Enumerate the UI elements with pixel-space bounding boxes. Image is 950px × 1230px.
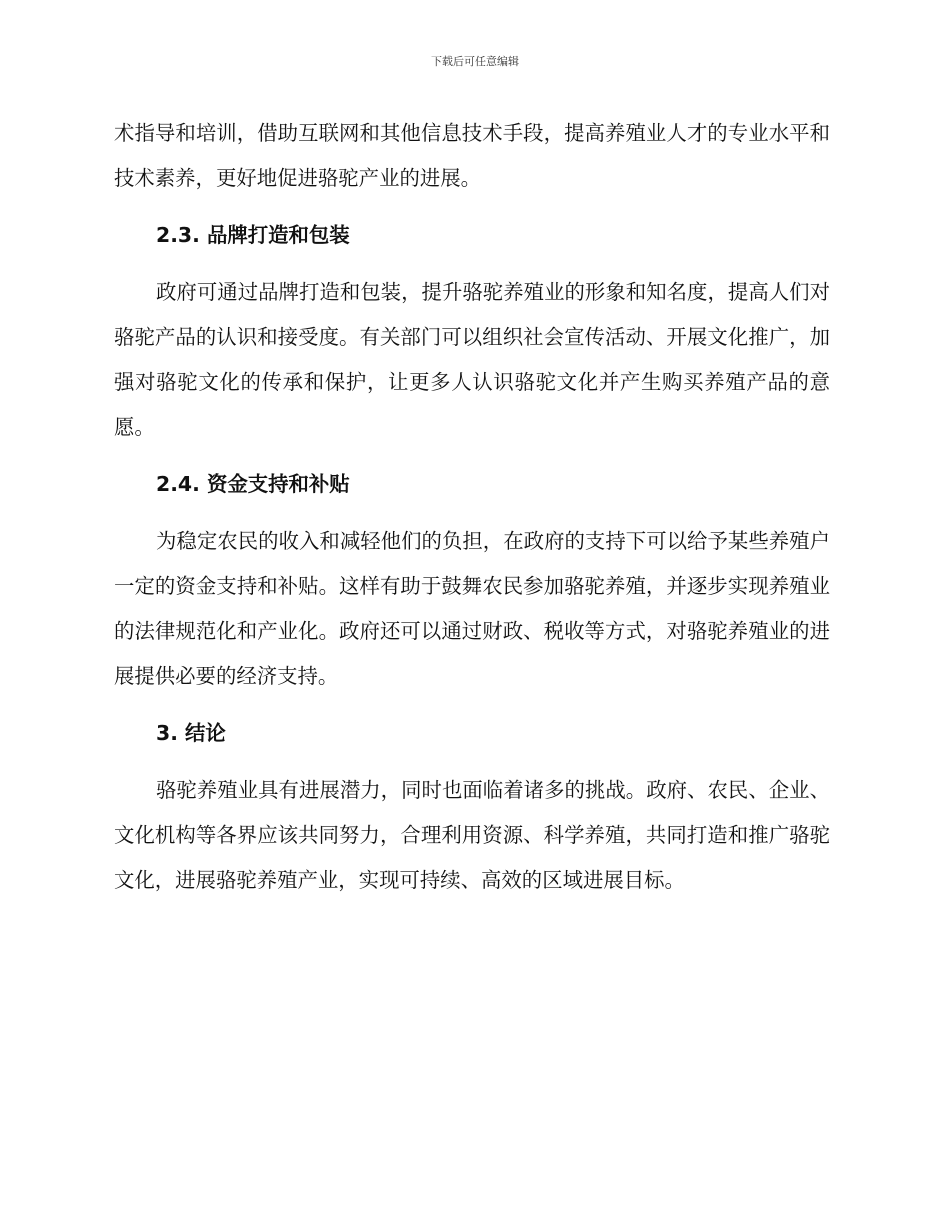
section-heading-funding: 2.4. 资金支持和补贴 (156, 472, 350, 496)
section-heading-conclusion: 3. 结论 (156, 721, 226, 745)
page-header: 下载后可任意编辑 (431, 55, 519, 68)
document-body (114, 111, 830, 903)
paragraph-conclusion: 骆驼养殖业具有进展潜力，同时也面临着诸多的挑战。政府、农民、企业、文化机构等各界应该共同努力，合理利用资源、科学养殖，共同打造和推广骆驼文化，进展骆驼养殖产业，实现可持续、高效的区域进展目标。 (114, 778, 830, 892)
paragraph-funding: 为稳定农民的收入和减轻他们的负担，在政府的支持下可以给予某些养殖户一定的资金支持和补贴。这样有助于鼓舞农民参加骆驼养殖，并逐步实现养殖业的法律规范化和产业化。政府还可以通过财政、税收等方式，对骆驼养殖业的进展提供必要的经济支持。 (114, 529, 830, 688)
section-heading-brand: 2.3. 品牌打造和包装 (156, 223, 350, 247)
paragraph-continued: 术指导和培训，借助互联网和其他信息技术手段，提高养殖业人才的专业水平和技术素养，更好地促进骆驼产业的进展。 (114, 121, 830, 190)
paragraph-brand: 政府可通过品牌打造和包装，提升骆驼养殖业的形象和知名度，提高人们对骆驼产品的认识和接受度。有关部门可以组织社会宣传活动、开展文化推广，加强对骆驼文化的传承和保护，让更多人认识骆驼文化并产生购买养殖产品的意愿。 (114, 280, 830, 439)
